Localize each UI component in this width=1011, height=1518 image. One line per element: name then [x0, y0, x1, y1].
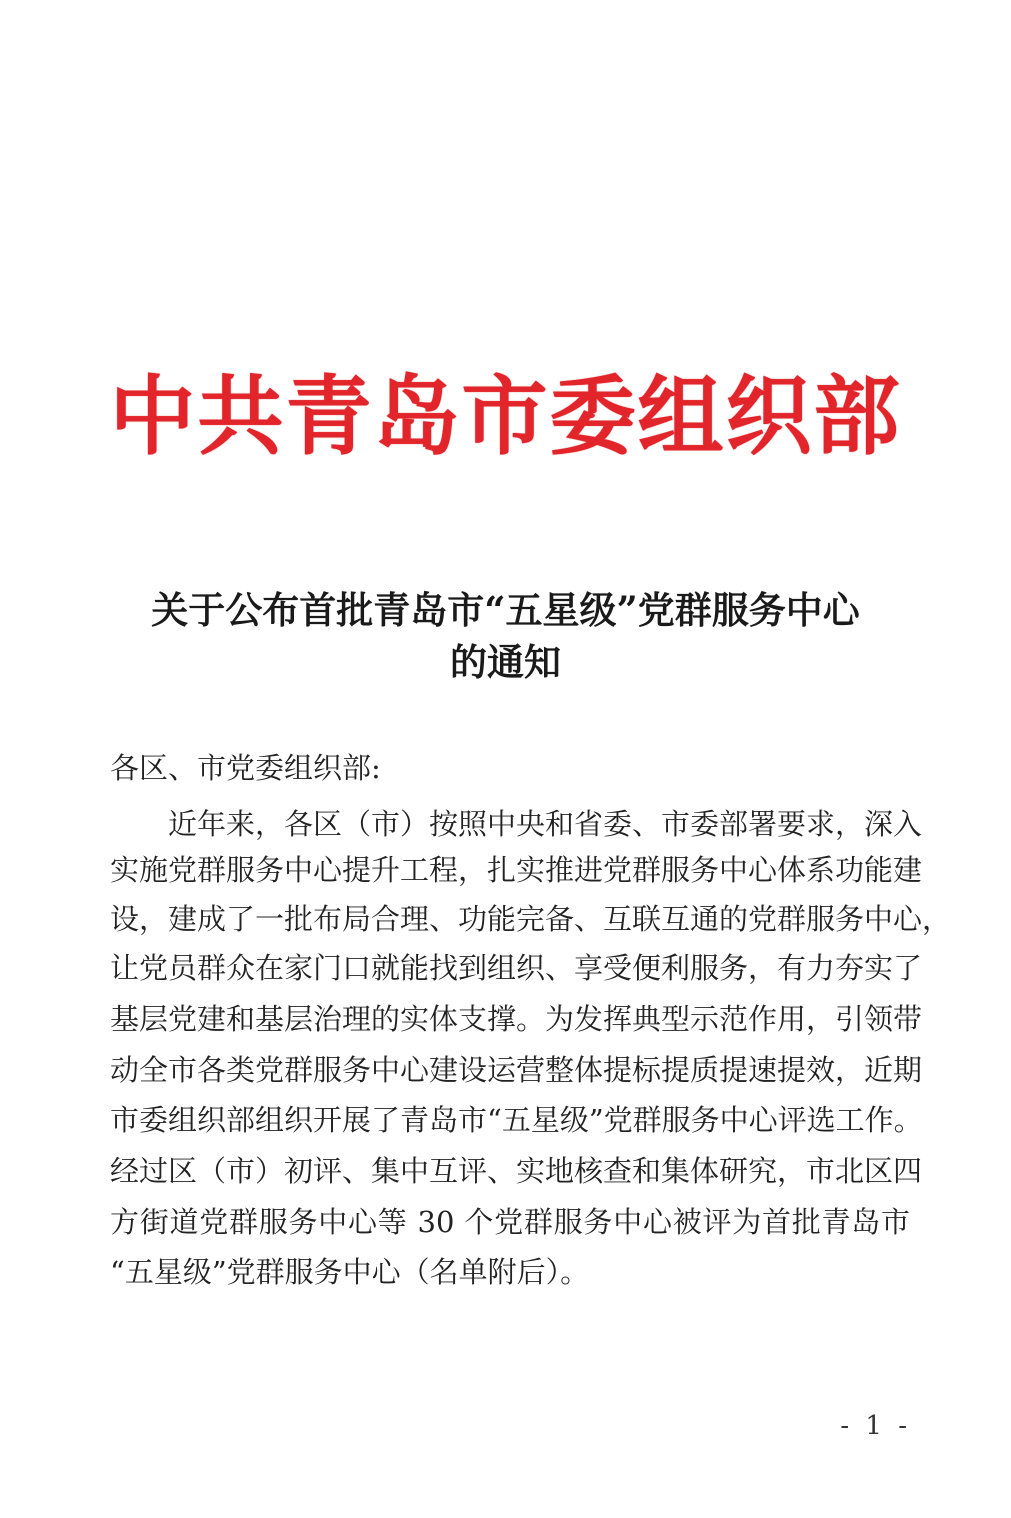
notice-title-line-2: 的通知: [450, 640, 561, 684]
body-line: 设，建成了一批布局合理、功能完备、互联互通的党群服务中心，: [110, 902, 952, 936]
body-line: 实施党群服务中心提升工程，扎实推进党群服务中心体系功能建: [110, 853, 923, 887]
red-masthead: 中共青岛市委组织部: [109, 367, 902, 467]
salutation: 各区、市党委组织部:: [110, 751, 381, 785]
body-line: 近年来，各区（市）按照中央和省委、市委部署要求，深入: [168, 807, 923, 841]
body-line: “五星级”党群服务中心（名单附后）。: [110, 1255, 590, 1289]
body-line: 市委组织部组织开展了青岛市“五星级”党群服务中心评选工作。: [110, 1103, 923, 1137]
body-line: 基层党建和基层治理的实体支撑。为发挥典型示范作用，引领带: [110, 1002, 923, 1036]
body-line: 动全市各类党群服务中心建设运营整体提标提质提速提效，近期: [110, 1053, 923, 1087]
body-line: 方街道党群服务中心等 30 个党群服务中心被评为首批青岛市: [110, 1205, 910, 1239]
body-line: 让党员群众在家门口就能找到组织、享受便利服务，有力夯实了: [110, 951, 923, 985]
notice-title-line-1: 关于公布首批青岛市“五星级”党群服务中心: [151, 588, 860, 632]
body-line: 经过区（市）初评、集中互评、实地核查和集体研究，市北区四: [110, 1154, 923, 1188]
page-number: - 1 -: [840, 1411, 911, 1441]
